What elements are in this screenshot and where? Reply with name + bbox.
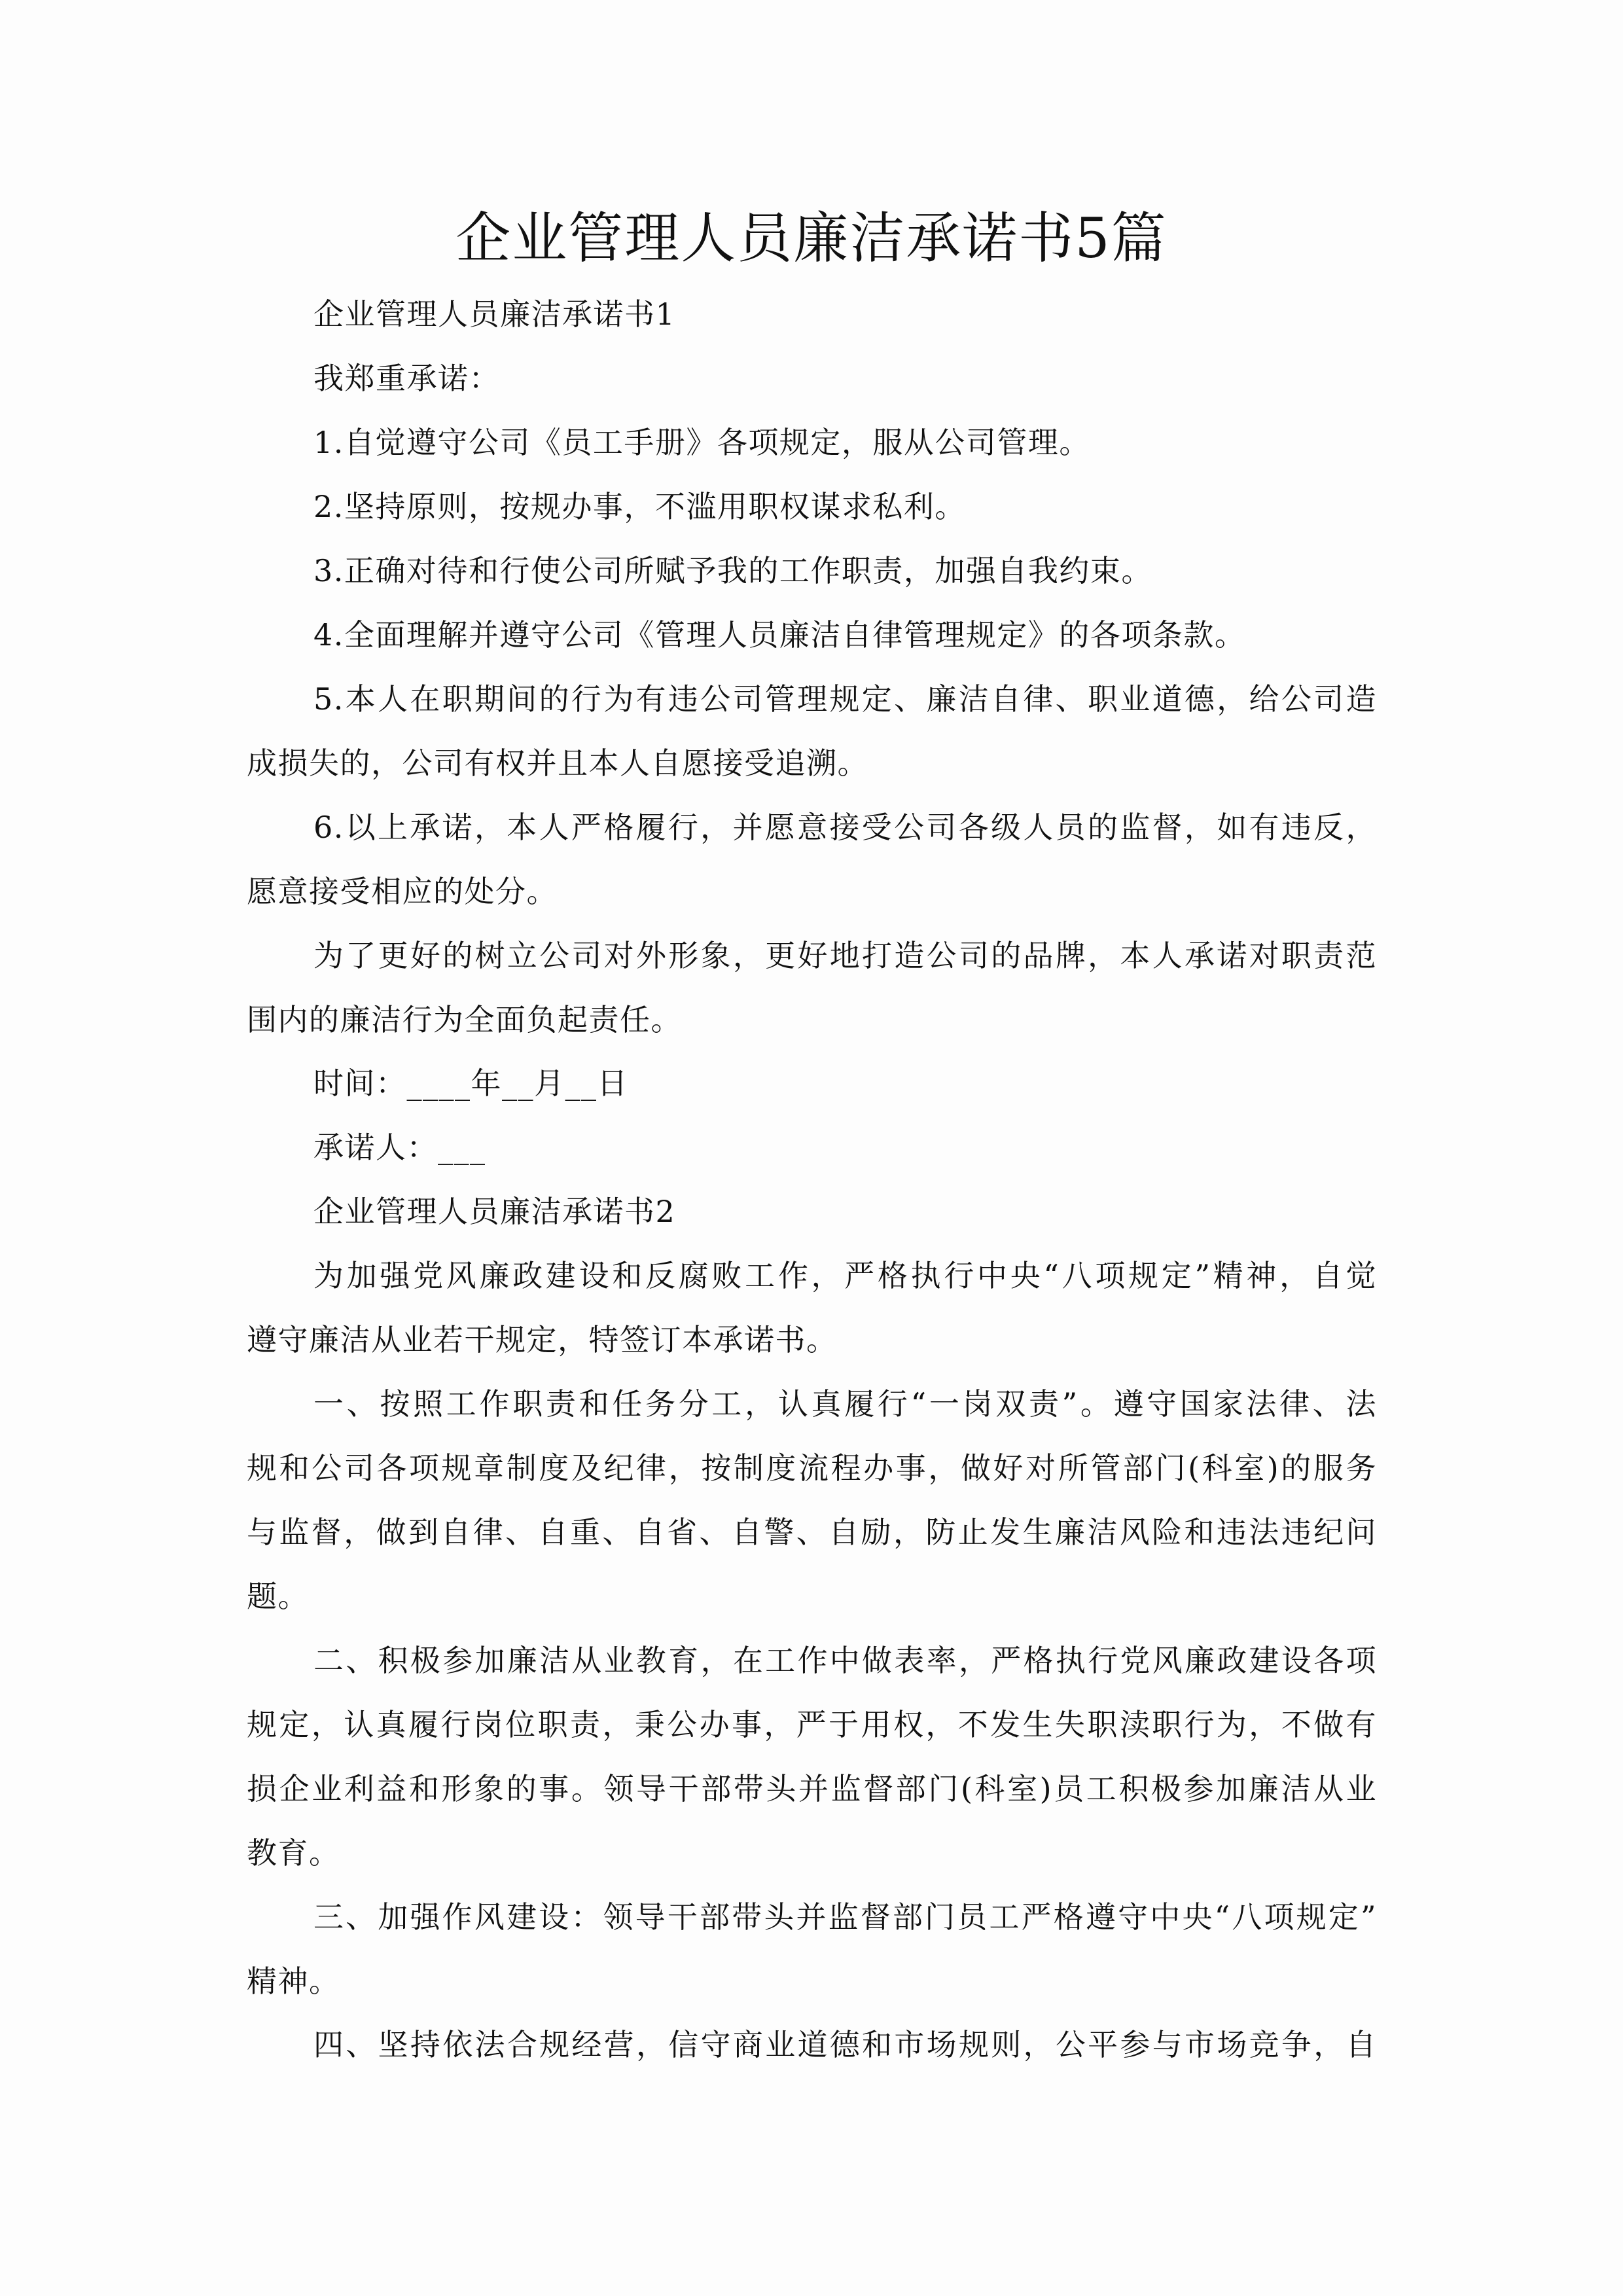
paragraph-line: 与监督，做到自律、自重、自省、自警、自励，防止发生廉洁风险和违法违纪问: [247, 1515, 1377, 1550]
paragraph-line: 为了更好的树立公司对外形象，更好地打造公司的品牌，本人承诺对职责范: [313, 938, 1377, 973]
paragraph-line: 1.自觉遵守公司《员工手册》各项规定，服从公司管理。: [313, 425, 1090, 460]
paragraph-line: 二、积极参加廉洁从业教育，在工作中做表率，严格执行党风廉政建设各项: [313, 1643, 1377, 1678]
paragraph-line: 3.正确对待和行使公司所赋予我的工作职责，加强自我约束。: [313, 553, 1152, 588]
date-line: 时间：____年__月__日: [313, 1066, 628, 1101]
paragraph-line: 我郑重承诺：: [313, 361, 500, 396]
paragraph-line: 损企业利益和形象的事。领导干部带头并监督部门(科室)员工积极参加廉洁从业: [247, 1771, 1377, 1806]
document-title: 企业管理人员廉洁承诺书5篇: [455, 206, 1168, 270]
paragraph-line: 2.坚持原则，按规办事，不滥用职权谋求私利。: [313, 489, 966, 524]
section-heading-2: 企业管理人员廉洁承诺书2: [313, 1194, 676, 1229]
paragraph-line: 6.以上承诺，本人严格履行，并愿意接受公司各级人员的监督，如有违反，: [313, 810, 1377, 845]
paragraph-line: 三、加强作风建设：领导干部带头并监督部门员工严格遵守中央“八项规定”: [313, 1899, 1377, 1935]
paragraph-line: 题。: [247, 1579, 309, 1614]
paragraph-line: 围内的廉洁行为全面负起责任。: [247, 1002, 682, 1037]
paragraph-line: 四、坚持依法合规经营，信守商业道德和市场规则，公平参与市场竞争，自: [313, 2027, 1377, 2062]
paragraph-line: 为加强党风廉政建设和反腐败工作，严格执行中央“八项规定”精神，自觉: [313, 1258, 1377, 1293]
paragraph-line: 教育。: [247, 1835, 340, 1871]
paragraph-line: 遵守廉洁从业若干规定，特签订本承诺书。: [247, 1322, 838, 1357]
paragraph-line: 愿意接受相应的处分。: [247, 874, 558, 909]
paragraph-line: 5.本人在职期间的行为有违公司管理规定、廉洁自律、职业道德，给公司造: [313, 681, 1377, 717]
signature-line: 承诺人：___: [313, 1130, 486, 1165]
paragraph-line: 一、按照工作职责和任务分工，认真履行“一岗双责”。遵守国家法律、法: [313, 1386, 1377, 1422]
paragraph-line: 规定，认真履行岗位职责，秉公办事，严于用权，不发生失职渎职行为，不做有: [247, 1707, 1377, 1742]
paragraph-line: 规和公司各项规章制度及纪律，按制度流程办事，做好对所管部门(科室)的服务: [247, 1450, 1377, 1486]
section-heading-1: 企业管理人员廉洁承诺书1: [313, 296, 676, 332]
paragraph-line: 精神。: [247, 1964, 340, 1999]
paragraph-line: 成损失的，公司有权并且本人自愿接受追溯。: [247, 745, 868, 781]
paragraph-line: 4.全面理解并遵守公司《管理人员廉洁自律管理规定》的各项条款。: [313, 617, 1246, 653]
